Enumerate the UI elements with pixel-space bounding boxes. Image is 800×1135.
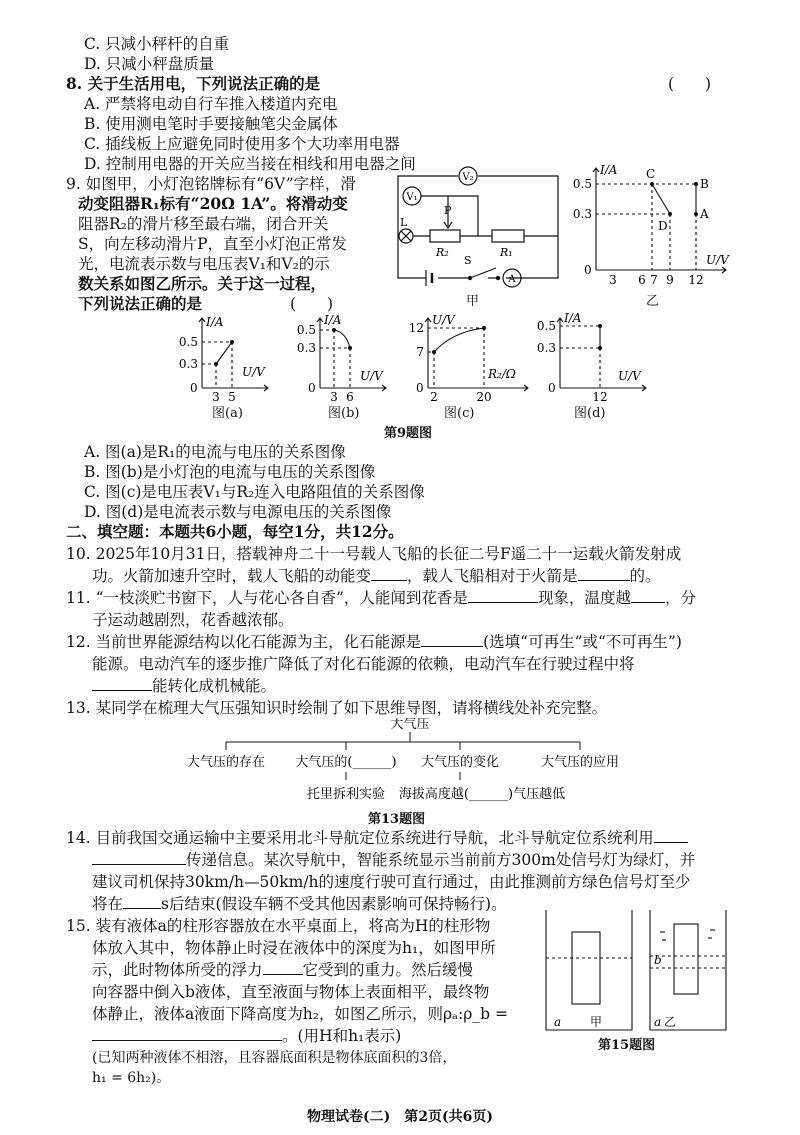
q8-option-b: B. 使用测电笔时手要接触笔尖金属体	[84, 115, 338, 133]
a-xtick-5: 5	[228, 390, 236, 402]
a-ytick-05: 0.5	[178, 335, 198, 349]
a-xtick-3: 3	[212, 390, 220, 402]
yi-xtick-6: 6	[638, 273, 646, 287]
graph-c-caption: 图(c)	[444, 406, 475, 421]
v2-label: V₂	[462, 172, 474, 183]
q14-text-b: 传递信息。某次导航中，智能系统显示当前前方300m处信号灯为绿灯，并	[186, 851, 696, 869]
page-footer: 物理试卷(二) 第2页(共6页)	[307, 1109, 493, 1125]
q14-text-a: 14. 目前我国交通运输中主要采用北斗导航定位系统进行导航，北斗导航定位系统利用	[66, 829, 654, 847]
q15-text-b: 它受到的重力。然后缓慢	[302, 961, 474, 979]
q8-option-d: D. 控制用电器的开关应当接在相线和用电器之间	[84, 155, 416, 173]
b-ytick-03: 0.3	[296, 341, 316, 355]
a-origin: 0	[190, 381, 198, 395]
q12-text-a: 12. 当前世界能源结构以化石能源为主，化石能源是	[66, 633, 422, 651]
q7-option-c: C. 只减小秤杆的自重	[84, 35, 230, 53]
q13-mind-map	[170, 718, 650, 806]
q12-text-b: (选填“可再生”或“不可再生”)	[483, 633, 682, 651]
q9-option-b: B. 图(b)是小灯泡的电流与电压的关系图像	[84, 463, 376, 481]
q9-option-a: A. 图(a)是R₁的电流与电压的关系图像	[84, 443, 346, 461]
q10-text-b: ，载人飞船相对于火箭是	[407, 567, 578, 585]
yi-point-b: B	[700, 177, 709, 191]
mind-map-root: 大气压	[390, 718, 430, 732]
b-xlabel: U/V	[360, 369, 383, 383]
q14-blank-1a[interactable]	[654, 828, 688, 843]
fig-yi-caption: 乙	[664, 1015, 677, 1029]
section-2-heading: 二、填空题：本题共6小题，每空1分，共12分。	[66, 522, 404, 541]
q9-figure-caption: 第9题图	[384, 426, 433, 441]
q9-graph-yi	[566, 160, 731, 290]
q14-text-d: s后结束(假设车辆不受其他因素影响可保持畅行)。	[161, 895, 507, 913]
q9-graph-b	[290, 312, 390, 402]
q11-blank-1[interactable]	[468, 588, 538, 603]
yi-xtick-9: 9	[666, 273, 674, 287]
q15-blank-1[interactable]	[263, 960, 303, 975]
d-ylabel: I/A	[564, 312, 582, 325]
q8-answer-paren: ( )	[668, 75, 712, 93]
q9-stem-line-4: S，向左移动滑片P，直至小灯泡正常发	[78, 235, 348, 253]
q10-blank-2[interactable]	[578, 566, 630, 581]
yi-point-c: C	[646, 167, 656, 181]
c-xlabel: R₂/Ω	[488, 367, 516, 381]
q7-option-d: D. 只减小秤盘质量	[84, 55, 215, 73]
branch-existence: 大气压的存在	[186, 755, 266, 770]
c-origin: 0	[416, 381, 424, 395]
fig-jia-caption: 甲	[590, 1015, 603, 1029]
b-origin: 0	[308, 381, 316, 395]
graph-yi-caption: 乙	[646, 294, 660, 309]
q10-line-1: 10. 2025年10月31日，搭载神舟二十一号载人飞船的长征二号F遥二十一运载火箭发射成	[66, 545, 682, 563]
q9-option-c: C. 图(c)是电压表V₁与R₂连入电路阻值的关系图像	[84, 483, 425, 501]
q8-stem: 8. 关于生活用电，下列说法正确的是	[66, 74, 321, 93]
q12-blank-2[interactable]	[92, 676, 152, 691]
q15-text-c: 。(用H和h₁表示)	[282, 1027, 402, 1045]
q10-line-2	[92, 566, 661, 586]
d-xtick-12: 12	[592, 390, 608, 402]
q8-option-c: C. 插线板上应避免同时使用多个大功率用电器	[84, 135, 400, 153]
b-ytick-05: 0.5	[296, 323, 316, 337]
d-origin: 0	[548, 381, 556, 395]
q10-text-a: 功。火箭加速升空时，载人飞船的动能变	[92, 567, 372, 585]
q9-option-d: D. 图(d)是电流表示数与电源电压的关系图像	[84, 503, 392, 521]
circuit-caption: 甲	[466, 294, 480, 309]
branch-change: 大气压的变化	[420, 755, 500, 770]
graph-d-caption: 图(d)	[574, 406, 606, 421]
yi-ytick-05: 0.5	[572, 177, 592, 191]
q9-stem-line-7: 下列说法正确的是	[78, 294, 203, 313]
q13-caption: 第13题图	[368, 812, 426, 827]
b-xtick-3: 3	[330, 390, 338, 402]
q14-line-2	[92, 850, 695, 870]
c-xtick-2: 2	[430, 390, 438, 402]
c-ytick-7: 7	[416, 345, 424, 359]
q9-graph-a	[172, 312, 272, 402]
q12-line-3	[92, 676, 276, 696]
q8-option-a: A. 严禁将电动自行车推入楼道内充电	[84, 95, 338, 113]
q10-blank-1[interactable]	[371, 566, 407, 581]
sub-altitude: 海拔高度越(______)气压越低	[398, 787, 566, 802]
q9-stem-line-3: 阻器R₂的滑片移至最右端，闭合开关	[78, 215, 329, 233]
q14-line-4	[92, 894, 507, 914]
q15-line-1: 15. 装有液体a的柱形容器放在水平桌面上，将高为H的柱形物	[66, 917, 491, 935]
q15-line-3	[92, 960, 473, 980]
fig-yi-liquid-b: b	[654, 953, 662, 967]
q14-line-1	[66, 828, 688, 848]
graph-a-caption: 图(a)	[212, 406, 243, 421]
yi-xtick-3: 3	[609, 273, 617, 287]
branch-blank: 大气压的(______)	[295, 755, 397, 770]
q9-graph-c	[402, 312, 532, 402]
yi-xtick-12: 12	[688, 273, 704, 287]
q11-text-c: ，分	[664, 589, 696, 607]
q9-answer-paren: ( )	[290, 295, 334, 313]
q15-figure	[540, 906, 730, 1034]
q10-text-c: 的。	[629, 567, 661, 585]
sub-torricelli: 托里拆利实验	[306, 787, 386, 802]
yi-origin: 0	[584, 263, 592, 277]
yi-ylabel: I/A	[600, 163, 618, 177]
q9-stem-line-5: 光，电流表示数与电压表V₁和V₂的示	[78, 255, 330, 273]
d-ytick-03: 0.3	[536, 341, 556, 355]
c-xtick-20: 20	[476, 390, 492, 402]
b-xtick-6: 6	[346, 390, 354, 402]
q9-stem-line-2: 动变阻器R₁标有“20Ω 1A”。将滑动变	[78, 194, 348, 213]
q11-line-1	[66, 588, 696, 608]
q15-line-8: h₁ = 6h₂)。	[92, 1070, 171, 1086]
b-ylabel: I/A	[324, 313, 342, 327]
q9-stem-line-1: 9. 如图甲，小灯泡铭牌标有“6V”字样，滑	[66, 175, 356, 193]
slider-label: P	[444, 204, 452, 217]
q15-caption: 第15题图	[598, 1038, 656, 1053]
yi-point-a: A	[700, 207, 709, 221]
q15-line-5: 体静止，液体a液面下降高度为h₂，如图乙所示，则ρₐ:ρ_b =	[92, 1005, 508, 1023]
ammeter-label: A	[508, 274, 516, 285]
q15-blank-2[interactable]	[92, 1026, 282, 1041]
q15-line-6	[92, 1026, 401, 1046]
v1-label: V₁	[406, 192, 418, 203]
q12-line-1	[66, 632, 682, 652]
yi-ytick-03: 0.3	[572, 207, 592, 221]
q15-line-4: 向容器中倒入b液体，直至液面与物体上表面相平，最终物	[92, 983, 490, 1001]
q15-line-7: (已知两种液体不相溶，且容器底面积是物体底面积的3倍，	[92, 1050, 457, 1066]
fig-yi-liquid-a: a	[654, 1015, 662, 1029]
q13-stem: 13. 某同学在梳理大气压强知识时绘制了如下思维导图，请将横线处补充完整。	[66, 699, 608, 717]
c-ylabel: U/V	[432, 313, 455, 327]
r1-label: R₁	[500, 246, 513, 259]
q14-blank-1b[interactable]	[92, 850, 186, 865]
q14-text-c: 将在	[92, 895, 124, 913]
lamp-label: L	[400, 216, 408, 229]
r2-label: R₂	[436, 246, 449, 259]
d-xlabel: U/V	[618, 369, 641, 383]
d-ytick-05: 0.5	[536, 319, 556, 333]
q11-line-2: 子运动越剧烈，花香越浓郁。	[92, 611, 294, 629]
branch-application: 大气压的应用	[540, 755, 620, 770]
a-xlabel: U/V	[242, 365, 265, 379]
fig-jia-liquid-a: a	[554, 1015, 562, 1029]
graph-b-caption: 图(b)	[328, 406, 360, 421]
yi-xtick-7: 7	[650, 273, 658, 287]
q12-text-c: 能转化成机械能。	[152, 677, 277, 695]
q9-graph-d	[530, 312, 650, 402]
q11-blank-2[interactable]	[631, 588, 665, 603]
q15-line-2: 体放入其中，物体静止时浸在液体中的深度为h₁，如图甲所	[92, 939, 496, 957]
q9-circuit-diagram	[388, 160, 563, 290]
q11-text-a: 11. “一枝淡贮书窗下，人与花心各自香”，人能闻到花香是	[66, 589, 468, 607]
q15-text-a: 示，此时物体所受的浮力	[92, 961, 263, 979]
q14-line-3: 建议司机保持30km/h—50km/h的速度行驶可直行通过，由此推测前方绿色信号灯至少	[92, 873, 691, 891]
a-ylabel: I/A	[206, 315, 224, 329]
yi-point-d: D	[658, 219, 668, 233]
switch-label: S	[464, 254, 472, 267]
c-ytick-12: 12	[408, 321, 424, 335]
q9-stem-line-6: 数关系如图乙所示。关于这一过程，	[78, 274, 327, 293]
q11-text-b: 现象，温度越	[537, 589, 631, 607]
q12-line-2: 能源。电动汽车的逐步推广降低了对化石能源的依赖，电动汽车在行驶过程中将	[92, 655, 635, 673]
a-ytick-03: 0.3	[178, 357, 198, 371]
q14-blank-2[interactable]	[123, 894, 161, 909]
yi-xlabel: U/V	[706, 253, 729, 267]
q12-blank-1[interactable]	[421, 632, 483, 647]
